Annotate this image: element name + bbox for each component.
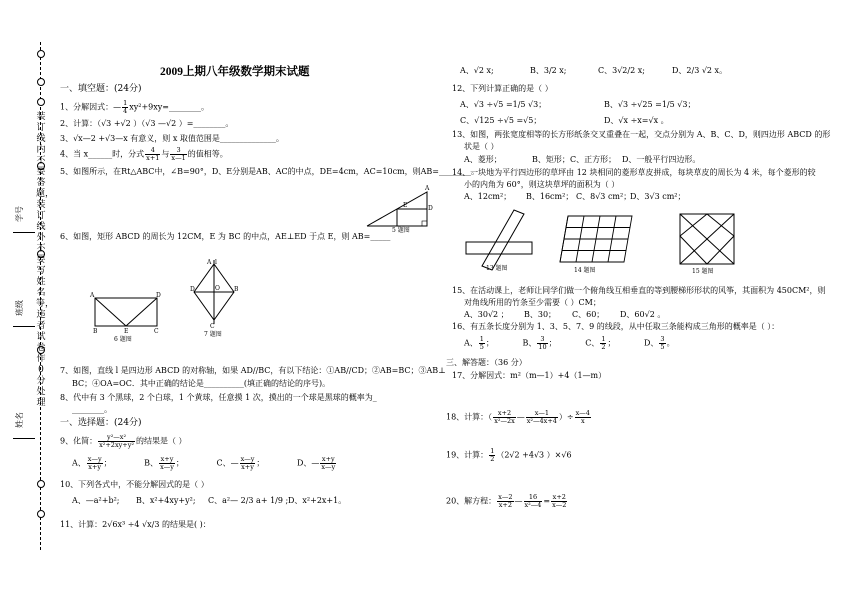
- seal-notice: 装订线内不要答题，装订线外不要写姓名等，违者试卷作0分处理: [36, 112, 55, 408]
- section-2-heading: 一、选择题：(24分): [60, 418, 142, 428]
- figure-caption: 5 题图: [392, 227, 410, 234]
- question-15-cont: 对角线所用的竹条至少需要（ ）CM；: [464, 298, 601, 307]
- figure-caption: 14 题图: [574, 267, 596, 274]
- axis-label: l: [215, 259, 217, 266]
- question-8: 8、代中有 3 个黑球，2 个白球，1 个黄球，任意摸 1 次，摸出的一个球是黑球的概率为_: [60, 393, 377, 402]
- name-line: [13, 438, 35, 439]
- q14-option-a: A、12cm²；: [464, 192, 512, 201]
- question-9-options: A、 $\frac{x—y}{x+y}$ ； B、 $\frac{x+y}{x—y}$ ； C、— $\frac{x—y}{x+y}$ ； D、— $\frac{x+y}{x—y}$: [72, 455, 336, 471]
- binding-hole: [37, 78, 45, 86]
- class-label: 班级: [15, 300, 24, 316]
- page-title: 2009上期八年级数学期末试题: [160, 66, 310, 78]
- point-label: O: [215, 285, 220, 292]
- question-7-cont: BC；④OA=OC．其中正确的结论是__________(填正确的结论的序号)。: [72, 379, 331, 388]
- q14-option-b: B、16cm²；: [526, 192, 574, 201]
- question-13-cont: 状是（ ）: [464, 142, 499, 151]
- point-label: B: [93, 328, 98, 335]
- question-12: 12、下列计算正确的是（ ）: [452, 84, 553, 93]
- figure-13: [462, 210, 537, 272]
- question-15: 15、在活动课上，老师让同学们做一个俯角线互相垂直的等到腰梯形形状的风筝，其面积为 450CM²，则: [452, 286, 826, 295]
- q15-option-c: C、60；: [572, 310, 605, 319]
- q13-option-a: A、菱形；: [464, 155, 502, 164]
- q10-option-d: D、x²+2x+1。: [288, 496, 347, 505]
- figure-14: [558, 214, 638, 276]
- q16-options: A、 $\frac{1}{5}$ ； B、 $\frac{3}{10}$ ； C、 $\frac{1}{2}$ ； D、 $\frac{3}{5}$ 。: [464, 335, 675, 351]
- figure-caption: 7 题图: [204, 331, 222, 338]
- question-14: 14、一块地为平行四边形的草坪由 12 块相同的菱形草皮拼成，每块草皮的周长为 4 米，每个菱形的较: [452, 168, 816, 177]
- question-5: 5、如图所示，在Rt△ABC中，∠B=90°，D、E分别是AB、AC的中点，DE=4cm，AC=10cm，则AB=________。: [60, 167, 479, 176]
- figure-6: [90, 290, 165, 342]
- point-label: C: [210, 323, 215, 330]
- figure-15: [676, 212, 742, 276]
- point-label: D: [190, 286, 195, 293]
- q15-option-a: A、30√2 ；: [464, 310, 509, 319]
- section-3-heading: 三、解答题：（36 分）: [446, 358, 527, 367]
- point-label: C: [154, 328, 159, 335]
- point-label: E: [124, 328, 129, 335]
- point-label: D: [156, 292, 161, 299]
- question-9: 9、化简： $\frac{\text{y²—x²}}{\text{x²+2xy+y²}}$ 的结果是（ ）: [60, 433, 187, 449]
- question-1: 1、分解因式：— $\frac{1}{4}$ xy²+9xy=________。: [60, 99, 209, 115]
- point-label: A: [90, 292, 95, 299]
- point-label: A: [425, 185, 430, 192]
- figure-caption: 6 题图: [114, 336, 132, 343]
- id-line: [13, 232, 35, 233]
- name-label: 姓名: [15, 412, 24, 428]
- question-13: 13、如图，两张宽度相等的长方形纸条交叉重叠在一起，交点分别为 A、B、C、D，则四边形 ABCD 的形: [452, 130, 831, 139]
- figure-7: [190, 258, 240, 338]
- question-2: 2、计算：（√3 +√2 ）（√3 —√2 ）=________。: [60, 119, 234, 128]
- question-6: 6、如图，矩形 ABCD 的周长为 12CM，E 为 BC 的中点，AE⊥ED 于点 E，则 AB=_____: [60, 232, 391, 241]
- binding-hole: [37, 98, 45, 106]
- q13-option-c: C、正方形；: [570, 155, 617, 164]
- figure-caption: 13 题图: [486, 265, 508, 272]
- question-20: 20、解方程： $\frac{x—2}{x+2}$ — $\frac{16}{\text{x²—4}}$ = $\frac{x+2}{x—2}$: [446, 493, 567, 509]
- question-16: 16、有五条长度分别为 1、3、5、7、9 的线段，从中任取三条能构成三角形的概率是（ ）：: [452, 322, 780, 331]
- q15-option-b: B、30；: [524, 310, 557, 319]
- q12-option-a: A、√3 ÷√5 =1/5 √3；: [460, 100, 547, 109]
- figure-5: [365, 180, 435, 232]
- point-label: B: [234, 286, 239, 293]
- point-label: E: [403, 202, 408, 209]
- binding-hole: [37, 50, 45, 58]
- q10-option-c: C、a²— 2/3 a+ 1/9 ;: [208, 496, 289, 505]
- point-label: A: [207, 259, 212, 266]
- question-19: 19、计算： $\frac{1}{2}$ （2√2 +4√3 ）×√6: [446, 447, 572, 463]
- figure-caption: 15 题图: [692, 268, 714, 275]
- question-7: 7、如图，直线 l 是四边形 ABCD 的对称轴，如果 AD//BC，有以下结论：①AB//CD；②AB=BC；③AB⊥: [60, 366, 446, 375]
- question-11: 11、计算：2√6x³ ÷4 √x/3 的结果是( )：: [60, 520, 211, 529]
- q14-option-c: C、8√3 cm²；: [576, 192, 632, 201]
- q12-option-d: D、√x ÷x=√x 。: [604, 116, 669, 125]
- q11-option-d: D、2/3 √2 x。: [672, 66, 728, 75]
- point-label: D: [428, 205, 433, 212]
- question-8-cont: ________。: [72, 405, 112, 414]
- q12-option-b: B、√3 ÷√25 =1/5 √3；: [604, 100, 696, 109]
- q13-option-d: D、一般平行四边形。: [622, 155, 701, 164]
- q15-option-d: D、60√2 。: [620, 310, 666, 319]
- question-17: 17、分解因式：m²（m—1）+4（1—m）: [452, 371, 607, 380]
- q12-option-c: C、√125 ÷√5 =√5；: [460, 116, 542, 125]
- binding-hole: [37, 480, 45, 488]
- question-18: 18、计算：（ $\frac{x+2}{\text{x²—2x}}$ — $\frac{x—1}{\text{x²—4x+4}}$ ）÷ $\frac{x—4}{x}$: [446, 409, 590, 425]
- binding-hole: [37, 510, 45, 518]
- q11-option-b: B、3/2 x;: [530, 66, 567, 75]
- q11-option-c: C、3√2/2 x;: [598, 66, 645, 75]
- question-4: 4、当 x______时，分式 $\frac{4}{x+1}$ 与 $\frac{3}{x—1}$ 的值相等。: [60, 146, 228, 162]
- section-1-heading: 一、填空题：(24分): [60, 84, 142, 94]
- q11-option-a: A、√2 x;: [460, 66, 494, 75]
- q14-option-d: D、3√3 cm²；: [630, 192, 686, 201]
- student-id-label: 学号: [15, 206, 24, 222]
- q10-option-a: A、—a²+b²;: [72, 496, 120, 505]
- q10-option-b: B、x²+4xy+y²;: [136, 496, 196, 505]
- question-10: 10、下列各式中，不能分解因式的是（ ）: [60, 480, 209, 489]
- question-14-cont: 小的内角为 60°，则这块草坪的面积为（ ）: [464, 180, 620, 189]
- class-line: [13, 326, 35, 327]
- question-3: 3、√x—2 +√3—x 有意义，则 x 取值范围是______________。: [60, 134, 284, 143]
- q13-option-b: B、矩形；: [532, 155, 570, 164]
